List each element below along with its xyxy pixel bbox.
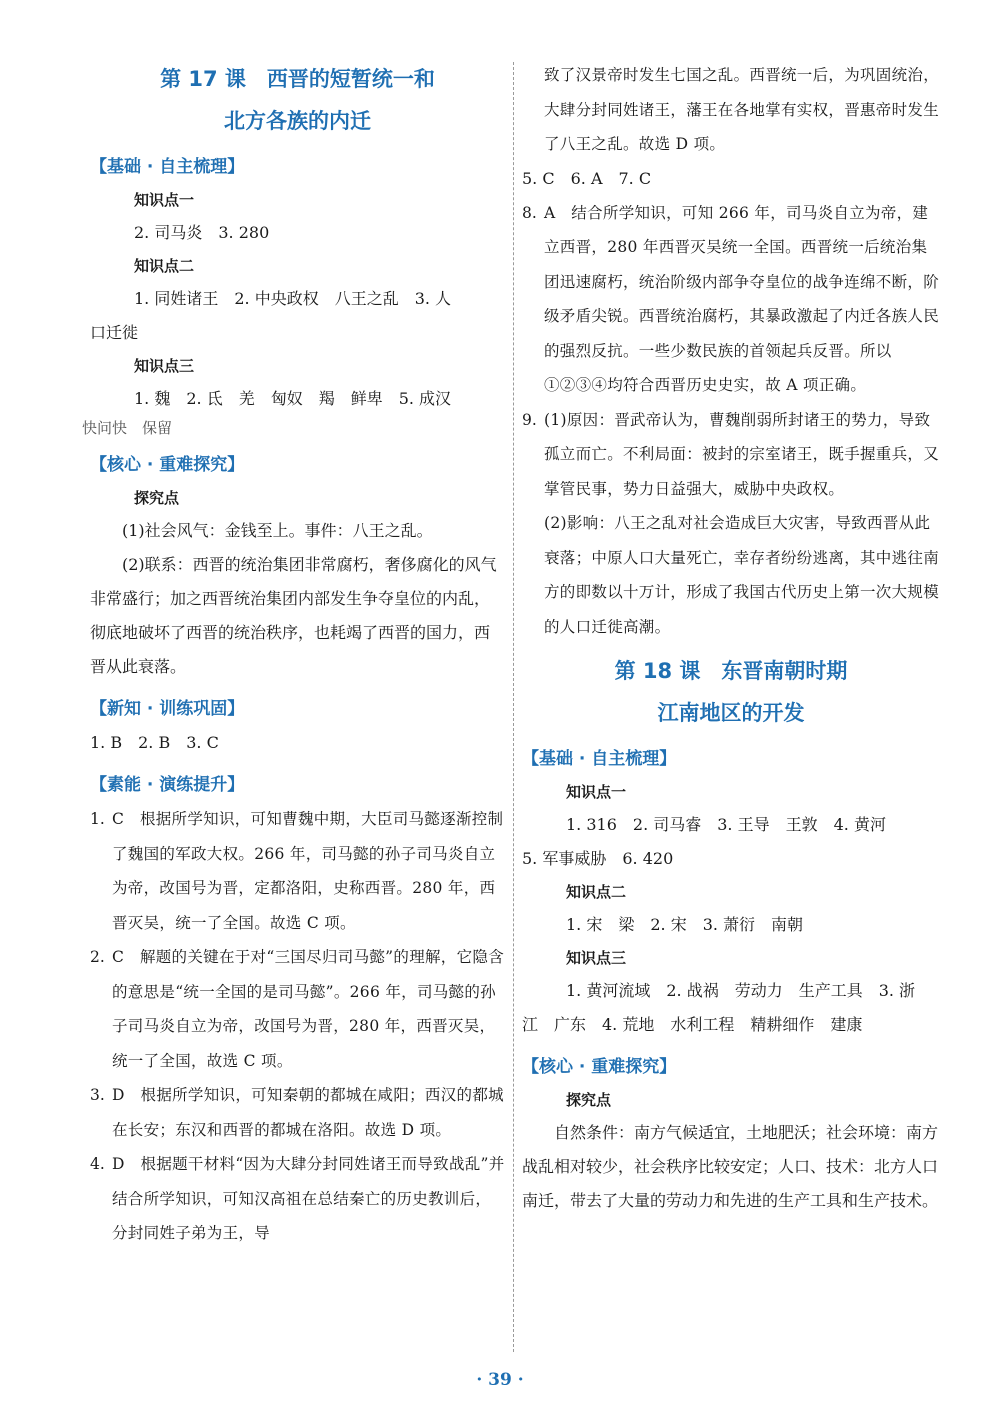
lesson-18-title-line2: 江南地区的开发 (657, 701, 805, 725)
kp3-answers-line2: 江 广东 4. 荒地 水利工程 精耕细作 建康 (522, 1015, 863, 1034)
answers-5-7: 5. C 6. A 7. C (522, 168, 652, 188)
explore-paragraph-1: (1)社会风气：金钱至上。事件：八王之乱。 (122, 521, 433, 540)
item-number: 3. (90, 1086, 105, 1104)
kp1-answers-line1: 1. 316 2. 司马睿 3. 王导 王敦 4. 黄河 (566, 815, 886, 834)
answer-item (522, 196, 940, 403)
handwritten-note: 快问快 保留 (82, 419, 173, 437)
knowledge-point-1: 知识点一 (134, 191, 195, 209)
kp2-answers-line2: 口迁徙 (90, 323, 139, 342)
lesson-18-title-line1: 第 18 课 东晋南朝时期 (614, 659, 848, 683)
kp3-answers: 1. 魏 2. 氐 羌 匈奴 羯 鲜卑 5. 成汉 (134, 389, 452, 408)
column-divider (513, 62, 514, 1352)
item-text: C 解题的关键在于对“三国尽归司马懿”的理解，它隐含的意思是“统一全国的是司马懿”。266 年，司马懿的孙子司马炎自立为帝，改国号为晋，280 年，西晋灭吴，统一了全国，故选 C 项。 (112, 948, 505, 1070)
kp3-answers-line1: 1. 黄河流域 2. 战祸 劳动力 生产工具 3. 浙 (566, 981, 916, 1000)
section-core-heading: 【核心 · 重难探究】 (90, 455, 245, 475)
section-new-heading: 【新知 · 训练巩固】 (90, 699, 245, 719)
left-column (82, 58, 505, 1251)
answer-item (90, 1078, 505, 1147)
explore-paragraph-2: (2)联系：西晋的统治集团非常腐朽，奢侈腐化的风气非常盛行；加之西晋统治集团内部发生争夺皇位的内乱，彻底地破坏了西晋的统治秩序，也耗竭了西晋的国力，西晋从此衰落。 (90, 555, 497, 676)
lesson-17-title-line1: 第 17 课 西晋的短暂统一和 (160, 67, 435, 91)
kp2-answers: 1. 宋 梁 2. 宋 3. 萧衍 南朝 (566, 915, 804, 934)
answer-item-continued (522, 58, 940, 162)
item-text: A 结合所学知识，可知 266 年，司马炎自立为帝，建立西晋，280 年西晋灭吴统一全国。西晋统一后统治集团迅速腐朽，统治阶级内部争夺皇位的战争连绵不断，阶级矛盾尖锐。西晋统治腐朽，其暴政激起了内迁各族人民的强烈反抗。一些少数民族的首领起兵反晋。所以①②③④均符合西晋历史史实，故 A 项正确。 (544, 203, 940, 394)
answer-item (522, 403, 940, 507)
knowledge-point-2: 知识点二 (134, 257, 195, 275)
item-number: 9. (522, 410, 537, 429)
item-text: 致了汉景帝时发生七国之乱。西晋统一后，为巩固统治，大肆分封同姓诸王，藩王在各地掌有实权，晋惠帝时发生了八王之乱。故选 D 项。 (544, 66, 940, 153)
section-basic-heading: 【基础 · 自主梳理】 (90, 157, 245, 177)
kp2-answers-line1: 1. 同姓诸王 2. 中央政权 八王之乱 3. 人 (134, 289, 452, 308)
lesson-17-title-line2: 北方各族的内迁 (224, 109, 371, 133)
explore-paragraph: 自然条件：南方气候适宜，土地肥沃；社会环境：南方战乱相对较少，社会秩序比较安定；人口、技术：北方人口南迁，带去了大量的劳动力和先进的生产工具和生产技术。 (522, 1123, 939, 1210)
lesson-18-title (522, 650, 940, 734)
explore-point-label: 探究点 (134, 489, 180, 507)
item-number: 2. (90, 948, 105, 966)
knowledge-point-2: 知识点二 (566, 883, 627, 901)
item-number: 8. (522, 203, 537, 222)
item-number: 1. (90, 810, 105, 828)
item-text: (2)影响：八王之乱对社会造成巨大灾害，导致西晋从此衰落；中原人口大量死亡，幸存者纷纷逃离，其中逃往南方的即数以十万计，形成了我国古代历史上第一次大规模的人口迁徙高潮。 (544, 514, 940, 636)
page-number: · 39 · (476, 1370, 524, 1390)
item-text: C 根据所学知识，可知曹魏中期，大臣司马懿逐渐控制了魏国的军政大权。266 年，司马懿的孙子司马炎自立为帝，改国号为晋，定都洛阳，史称西晋。280 年，西晋灭吴，统一了全国。故选 C 项。 (112, 810, 504, 932)
item-number: 4. (90, 1155, 105, 1173)
section-basic-heading: 【基础 · 自主梳理】 (522, 749, 677, 769)
item-text: D 根据所学知识，可知秦朝的都城在咸阳；西汉的都城在长安；东汉和西晋的都城在洛阳。故选 D 项。 (112, 1086, 504, 1139)
knowledge-point-1: 知识点一 (566, 783, 627, 801)
kp1-answers: 2. 司马炎 3. 280 (134, 223, 270, 242)
explore-point-label: 探究点 (566, 1091, 612, 1109)
answer-item (90, 940, 505, 1078)
new-answers: 1. B 2. B 3. C (90, 733, 219, 752)
section-quality-heading: 【素能 · 演练提升】 (90, 775, 245, 795)
answer-item (90, 802, 505, 940)
item-text: D 根据题干材料“因为大肆分封同姓诸王而导致战乱”并结合所学知识，可知汉高祖在总结秦亡的历史教训后，分封同姓子弟为王，导 (112, 1155, 505, 1242)
item-text: (1)原因：晋武帝认为，曹魏削弱所封诸王的势力，导致孤立而亡。不利局面：被封的宗室诸王，既手握重兵，又掌管民事，势力日益强大，威胁中央政权。 (544, 410, 940, 498)
knowledge-point-3: 知识点三 (566, 949, 627, 967)
answer-item-9-part2 (522, 506, 940, 644)
answer-item (90, 1147, 505, 1251)
lesson-17-title (90, 58, 505, 142)
knowledge-point-3: 知识点三 (134, 357, 195, 375)
kp1-answers-line2: 5. 军事威胁 6. 420 (522, 849, 674, 868)
section-core-heading: 【核心 · 重难探究】 (522, 1057, 677, 1077)
right-column (522, 58, 940, 1218)
